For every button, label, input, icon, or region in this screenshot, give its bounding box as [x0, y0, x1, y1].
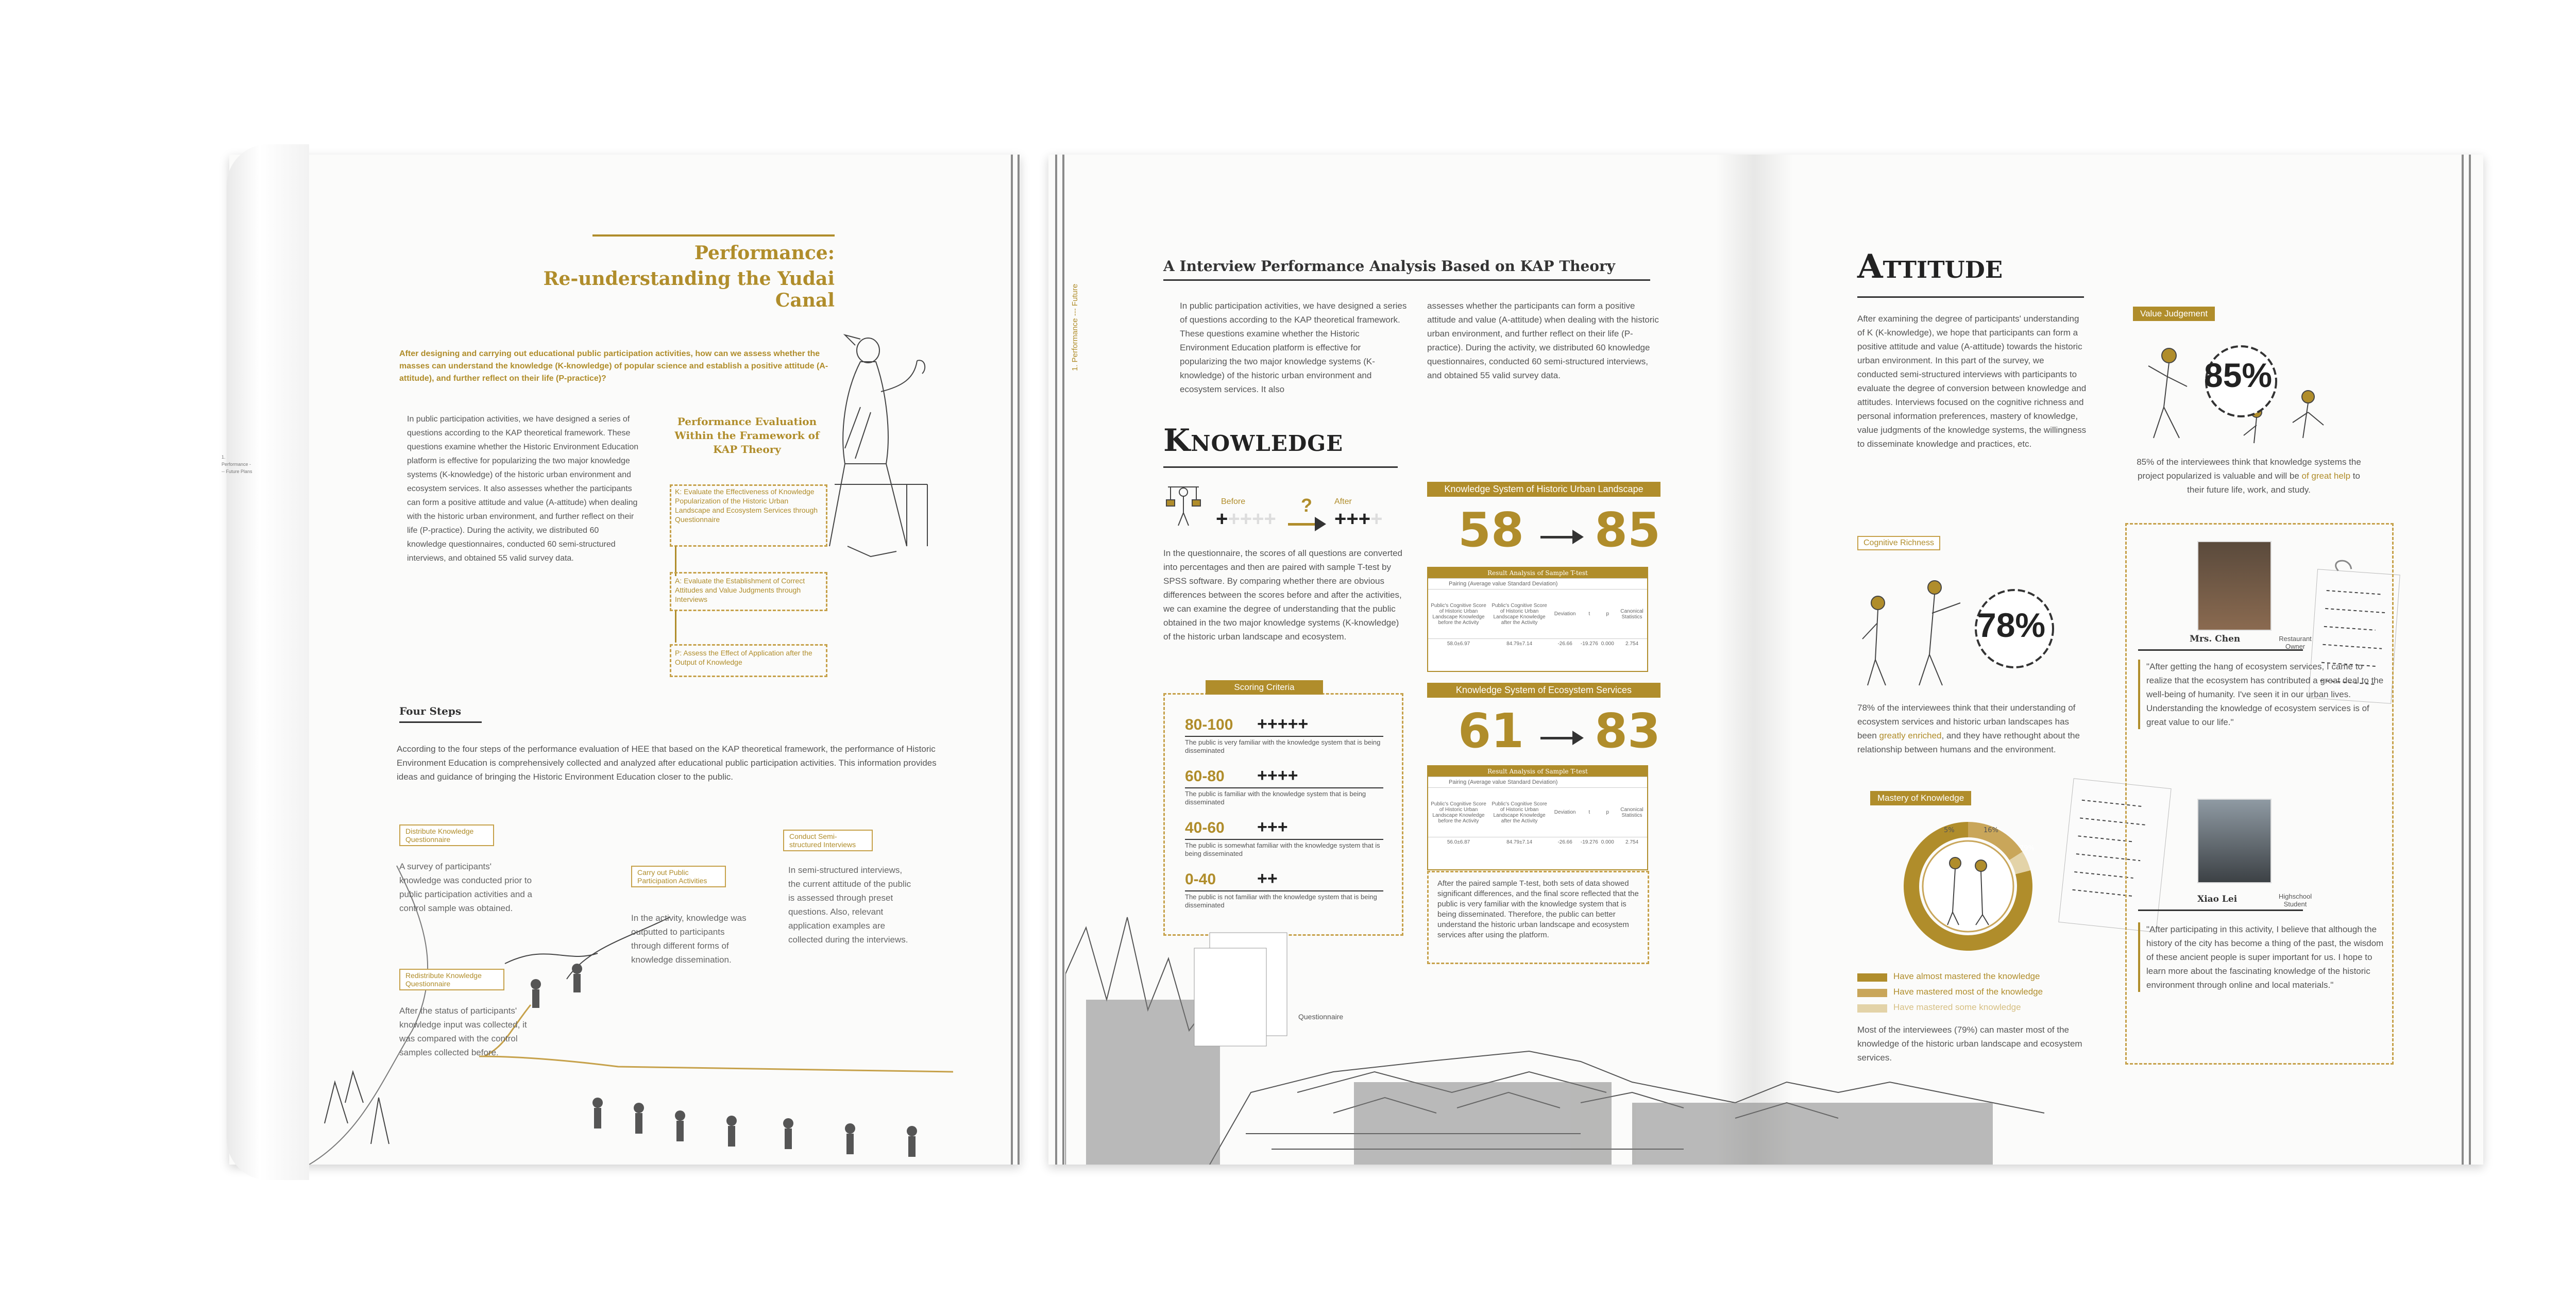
score-rule — [1185, 736, 1383, 737]
table-row — [1428, 837, 1647, 847]
table-title: Result Analysis of Sample T-test — [1428, 568, 1647, 578]
table-cell: 0.000 — [1601, 839, 1614, 845]
four-steps-body: According to the four steps of the performance evaluation of HEE that based on the KAP theoretical framework, the performance of Historic Environment Education is comprehensively collected and analyzed after educational public participation activities. This information provides ideas and guidance of bringing the Historic Environment Education closer to the public. — [397, 744, 937, 782]
table-cell: 58.0±6.97 — [1447, 641, 1470, 647]
conclusion-text: After the paired sample T-test, both sets of data showed significant differences, and the final score reflected that the public is very familiar with the knowledge system that is being disseminated. Therefore, the public can better understand the historic urban landscape and ecosystem services after using the platform. — [1437, 879, 1639, 939]
questionnaire-caption: Questionnaire — [1298, 1013, 1344, 1021]
after-marks: ++++ — [1334, 508, 1383, 530]
step4-text: After the status of participants' knowledge input was collected, it was compared with the control samples collected before. — [399, 1006, 527, 1057]
before-after-arrow — [1288, 523, 1324, 526]
p2-role: Highschool Student — [2278, 892, 2312, 908]
p2-name: Xiao Lei — [2197, 894, 2238, 904]
value-tag: Value Judgement — [2133, 307, 2215, 321]
table-cell: Public's Cognitive Score of Historic Urban Landscape Knowledge after the Activity — [1492, 801, 1547, 824]
legend-label: Have almost mastered the knowledge — [1893, 971, 2040, 981]
step3-text: In semi-structured interviews, the current attitude of the public is assessed through preset questions. Also, relevant application examples are collected during the interviews. — [788, 865, 911, 945]
cog-text-a: 78% of the interviewees think that their understanding of ecosystem services and historic urban landscapes has been — [1857, 703, 2076, 740]
score-rule — [1185, 890, 1383, 891]
page-edge — [1055, 155, 1057, 1165]
legend-swatch — [1857, 1004, 1887, 1013]
donut-center — [1923, 841, 2013, 932]
legend-swatch — [1857, 973, 1887, 982]
donut-label-big: 79% — [2020, 845, 2035, 852]
table-cell: Public's Cognitive Score of Historic Urban Landscape Knowledge before the Activity — [1431, 602, 1486, 626]
score-rule — [1185, 839, 1383, 840]
table-row — [1428, 589, 1647, 638]
attitude-heading: Attitude — [1857, 247, 2003, 286]
left-magazine-curl — [227, 144, 309, 1180]
score-text: The public is somewhat familiar with the knowledge system that is being disseminated — [1185, 841, 1380, 857]
spine-text: 1. Performance --- Future Plans — [222, 454, 252, 474]
framework-title: Performance Evaluation Within the Framework of KAP Theory — [674, 415, 820, 456]
attitude-body: After examining the degree of participants' understanding of K (K-knowledge), we hope that participants can form a positive attitude and value (A-attitude) towards the historic urban environment. In this part of the survey, we conducted semi-structured interviews with participants to evaluate the degree of conversion between knowledge and attitudes. Interviews focused on the cognitive richness and personal information preferences, mastery of knowledge, value judgments of the knowledge systems, the willingness to disseminate knowledge and practices, etc. — [1857, 314, 2087, 449]
step2-text: In the activity, knowledge was outputted to participants through different forms of knowledge dissemination. — [631, 913, 747, 965]
title-rule — [592, 234, 835, 237]
section-title: A Interview Performance Analysis Based on KAP Theory — [1163, 258, 1616, 275]
score-rule — [1185, 787, 1383, 788]
middle-col2: assesses whether the participants can form a positive attitude and value (A-attitude) when dealing with the historic urban environment, and further reflect on their life (P-practice). During the activity, we distributed 60 knowledge questionnaires, conducted 60 semi-structured interviews, and obtained 55 valid survey data. — [1427, 301, 1659, 380]
section-title-rule — [1163, 279, 1650, 281]
left-page-edge — [1011, 155, 1013, 1165]
table-cell: -26.66 — [1557, 839, 1572, 845]
score-text: The public is very familiar with the knowledge system that is being disseminated — [1185, 738, 1381, 754]
eco-after-score: 83 — [1595, 703, 1661, 759]
xiao-lei-rule — [2138, 909, 2303, 911]
score-marks: ++ — [1257, 869, 1278, 888]
legend-swatch — [1857, 989, 1887, 997]
attitude-rule — [1857, 296, 2084, 298]
question-mark: ? — [1301, 495, 1312, 516]
score-range: 40-60 — [1185, 819, 1225, 836]
legend-label: Have mastered some knowledge — [1893, 1002, 2021, 1012]
page-edge — [1062, 155, 1064, 1165]
table-row — [1428, 638, 1647, 649]
score-text: The public is not familiar with the knowledge system that is being disseminated — [1185, 893, 1377, 909]
mastery-tag: Mastery of Knowledge — [1870, 791, 1971, 805]
eco-before-score: 61 — [1458, 703, 1524, 759]
score-marks: ++++ — [1257, 766, 1298, 785]
table-cell: t — [1588, 810, 1590, 815]
avatar-xiao-lei — [2197, 799, 2272, 883]
framework-a-text: A: Evaluate the Establishment of Correct Attitudes and Value Judgments through Interviews — [675, 577, 805, 603]
table-cell: Deviation — [1554, 611, 1576, 617]
cog-text-b: , and they have rethought about the relationship between humans and the environment. — [1857, 731, 2080, 754]
table-title: Result Analysis of Sample T-test — [1428, 766, 1647, 777]
table-cell: -19.276 — [1580, 641, 1598, 647]
left-body-text: In public participation activities, we have designed a series of questions according to the KAP theoretical framework. These questions examine whether the Historic Environment Education platform is effective for popularizing the two major knowledge systems (K-knowledge) of the historic urban environment and ecosystem services. It also assesses whether the participants can form a positive attitude and value (A-attitude) when dealing with the historic urban environment, and further reflect on their life (P-practice). During the activity, we distributed 60 knowledge questionnaires, conducted 60 semi-structured interviews, and obtained 55 valid survey data. — [407, 415, 639, 563]
table-cell: p — [1606, 611, 1609, 617]
avatar-mrs-chen — [2197, 541, 2272, 631]
score-text: The public is familiar with the knowledge system that is being disseminated — [1185, 790, 1366, 806]
value-text — [2136, 455, 2362, 497]
table-cell: 2.754 — [1625, 641, 1639, 647]
cog-percentage: 78% — [1977, 606, 2046, 644]
legend-label: Have mastered most of the knowledge — [1893, 987, 2043, 997]
intro-question: After designing and carrying out educational public participation activities, how can we assess whether the masses can understand the knowledge (K-knowledge) of popular science and establish a positive attitude (A-attitude), and further reflect on their life (P-practice)? — [399, 349, 828, 383]
p2-quote: "After participating in this activity, I believe that although the history of the city has become a thing of the past, the wisdom of these ancient people is super important for us. I hope to learn more about the fascinating knowledge of the historic environment through online and local materials." — [2138, 922, 2388, 992]
four-steps-title: Four Steps — [399, 705, 462, 717]
score-marks: +++++ — [1257, 714, 1309, 734]
table-cell: Canonical Statistics — [1620, 806, 1643, 818]
table-cell: Deviation — [1554, 810, 1576, 815]
step2-label: Carry out Public Participation Activities — [631, 866, 726, 887]
mastery-donut-chart — [1896, 814, 2040, 958]
framework-arrow — [675, 611, 676, 643]
value-percentage: 85% — [2204, 356, 2273, 394]
four-steps-rule — [399, 721, 482, 723]
cog-tag: Cognitive Richness — [1857, 536, 1940, 550]
step1-label: Distribute Knowledge Questionnaire — [399, 824, 494, 846]
p1-name: Mrs. Chen — [2190, 634, 2241, 644]
step3-label: Conduct Semi-structured Interviews — [783, 830, 873, 851]
donut-label-mid: 16% — [1984, 827, 1998, 834]
table-row — [1428, 787, 1647, 837]
score-range: 80-100 — [1185, 716, 1233, 733]
mastery-text: Most of the interviewees (79%) can master most of the knowledge of the historic urban landscape and ecosystem services. — [1857, 1025, 2082, 1063]
value-text-highlight: of great help — [2301, 471, 2351, 481]
eco-title: Knowledge System of Ecosystem Services — [1427, 683, 1660, 698]
table-cell: 84.79±7.14 — [1506, 641, 1533, 647]
page-edge — [2462, 155, 2464, 1165]
table-cell: 84.79±7.14 — [1506, 839, 1533, 845]
table-cell: 56.0±6.87 — [1447, 839, 1470, 845]
value-text-a: 85% of the interviewees think that knowledge systems the project popularized is valuable and will be — [2137, 457, 2361, 481]
page-edge — [2469, 155, 2471, 1165]
step1-text: A survey of participants' knowledge was conducted prior to public participation activities and a control sample was obtained. — [399, 862, 532, 913]
cog-text-highlight: greatly enriched — [1879, 731, 1942, 740]
eco-ttest-table — [1427, 765, 1648, 870]
table-cell: Public's Cognitive Score of Historic Urban Landscape Knowledge before the Activity — [1431, 801, 1486, 824]
table-cell: -26.66 — [1557, 641, 1572, 647]
step4-label: Redistribute Knowledge Questionnaire — [399, 969, 504, 990]
framework-k-text: K: Evaluate the Effectiveness of Knowledge Popularization of the Historic Urban Landscape and Ecosystem Services through Questionnaire — [675, 487, 818, 524]
hul-after-score: 85 — [1595, 502, 1661, 558]
hul-ttest-table — [1427, 567, 1648, 672]
before-marks: +++++ — [1216, 508, 1276, 530]
knowledge-rule — [1163, 466, 1398, 468]
hul-title: Knowledge System of Historic Urban Landscape — [1427, 482, 1660, 497]
table-cell: Canonical Statistics — [1620, 608, 1643, 620]
score-range: 0-40 — [1185, 871, 1216, 888]
scoring-title: Scoring Criteria — [1206, 680, 1323, 695]
hul-arrow — [1540, 536, 1582, 538]
score-range: 60-80 — [1185, 768, 1225, 785]
score-marks: +++ — [1257, 817, 1288, 837]
after-label: After — [1334, 497, 1352, 506]
table-cell: p — [1606, 810, 1609, 815]
p1-quote: "After getting the hang of ecosystem services, I came to realize that the ecosystem has contributed a great deal to the well-being of humanity. I've seen it in our urban lives. Understanding the knowledge of ecosystem services is of great value to our life." — [2138, 660, 2388, 729]
table-cell: -19.276 — [1580, 839, 1598, 845]
donut-label-small: 5% — [1944, 827, 1955, 834]
table-cell: Public's Cognitive Score of Historic Urban Landscape Knowledge after the Activity — [1492, 602, 1547, 626]
carrier-icon — [1165, 482, 1201, 528]
framework-p-text: P: Assess the Effect of Application after the Output of Knowledge — [675, 649, 812, 666]
table-cell: 0.000 — [1601, 641, 1614, 647]
left-page-edge — [1018, 155, 1020, 1165]
before-label: Before — [1221, 497, 1246, 506]
table-row: Pairing (Average value Standard Deviation) — [1428, 777, 1647, 787]
eco-arrow — [1540, 737, 1582, 739]
hul-before-score: 58 — [1458, 502, 1524, 558]
value-text-b: to their future life, work, and study. — [2187, 471, 2360, 495]
table-row: Pairing (Average value Standard Deviation) — [1428, 578, 1647, 589]
table-cell: t — [1588, 611, 1590, 617]
middle-col1: In public participation activities, we have designed a series of questions according to the KAP theoretical framework. These questions examine whether the Historic Environment Education platform is effective for popularizing the two major knowledge systems (K-knowledge) of the historic urban environment and ecosystem services. It also — [1180, 301, 1407, 394]
cog-text — [1857, 701, 2084, 756]
knowledge-heading: Knowledge — [1163, 423, 1344, 459]
table-cell: 2.754 — [1625, 839, 1639, 845]
p1-role: Restaurant Owner — [2279, 635, 2312, 650]
page-subtitle: Re-understanding the Yudai Canal — [543, 268, 835, 311]
knowledge-body: In the questionnaire, the scores of all questions are converted into percentages and then are paired with sample T-test by SPSS software. By comparing whether there are obvious differences between the scores before and after the activities, we can examine the degree of understanding that the public obtained in the two major knowledge systems (K-knowledge) of the historic urban landscape and ecosystem. — [1163, 548, 1403, 642]
vertical-section-label: 1. Performance --- Future — [1071, 283, 1079, 371]
scholar-illustration — [824, 330, 953, 572]
page-title: Performance: — [694, 242, 835, 264]
